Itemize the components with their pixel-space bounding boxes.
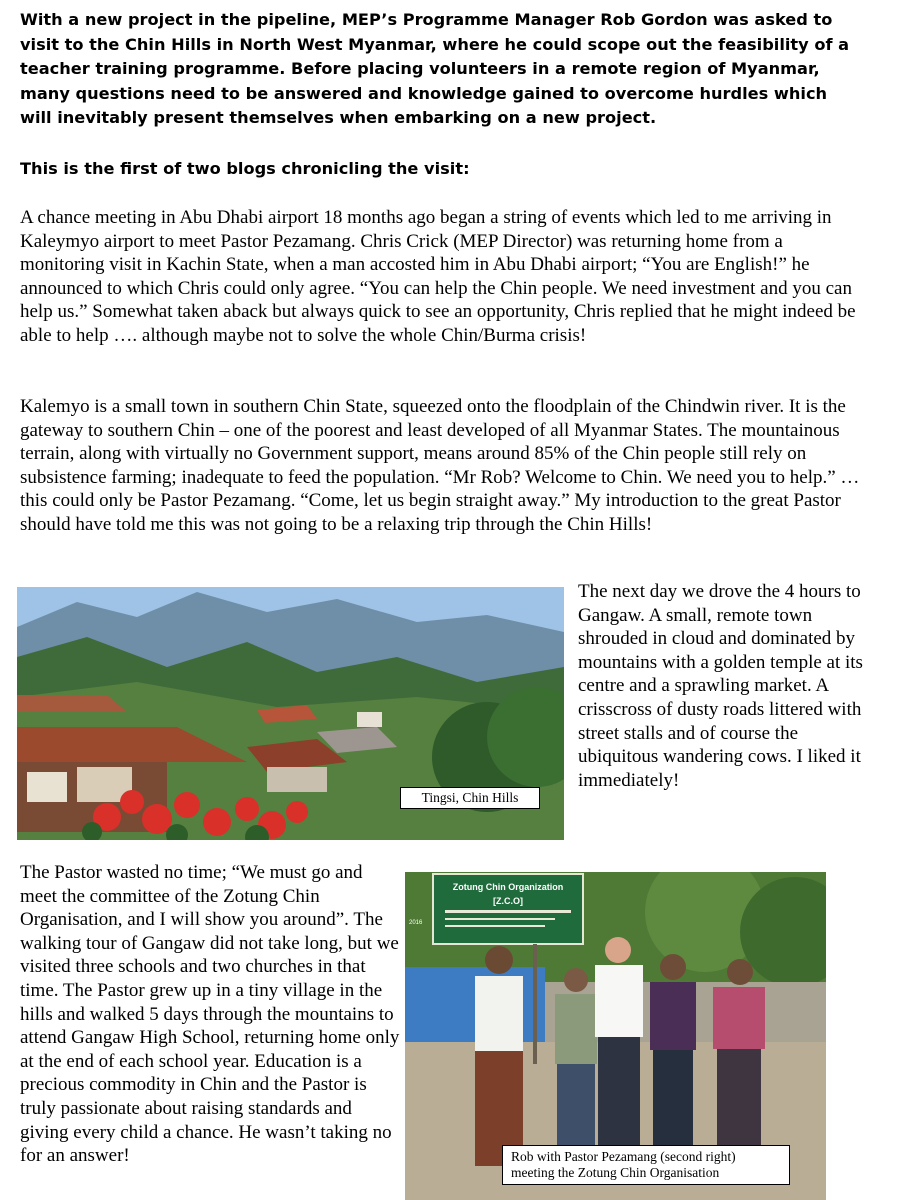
sign-title: Zotung Chin Organization xyxy=(452,882,564,892)
photo-committee-meeting xyxy=(405,872,826,1200)
paragraph-gangaw: The next day we drove the 4 hours to Gangaw. A small, remote town shrouded in cloud and dominated by mountains with a golden temple at its centre and a sprawling market. A crisscross of dusty roads littered with street stalls and of course the ubiquitous wandering cows. I liked it immediately! xyxy=(578,581,863,791)
photo-caption-committee: Rob with Pastor Pezamang (second right) meeting the Zotung Chin Organisation xyxy=(502,1145,790,1185)
intro-text: With a new project in the pipeline, MEP’s Programme Manager Rob Gordon was asked to visit to the Chin Hills in North West Myanmar, where he could scope out the feasibility of a teacher training programme. Before placing volunteers in a remote region of Myanmar, many questions need to be answered and knowledge gained to overcome hurdles which will inevitably present themselves when embarking on a new project. xyxy=(20,10,850,127)
paragraph-kalemyo: Kalemyo is a small town in southern Chin State, squeezed onto the floodplain of the Chindwin river. It is the gateway to southern Chin – one of the poorest and least developed of all Myanmar States. The mountainous terrain, along with virtually no Government support, means around 85% of the Chin people still rely on subsistence farming; inadequate to feed the population. “Mr Rob? Welcome to Chin. We need you to help.” … this could only be Pastor Pezamang. “Come, let us begin straight away.” My introduction to the great Pastor should have told me this was not going to be a relaxing trip through the Chin Hills! xyxy=(20,396,860,535)
blog-subheading: This is the first of two blogs chronicling the visit: xyxy=(20,159,470,178)
sign-year: 2016 xyxy=(409,920,423,926)
paragraph-airport: A chance meeting in Abu Dhabi airport 18 months ago began a string of events which led to me arriving in Kaleymyo airport to meet Pastor Pezamang. Chris Crick (MEP Director) was returning home from a monitoring visit in Kachin State, when a man accosted him in Abu Dhabi airport; “You are English!” he announced to which Chris could only agree. “You can help the Chin people. We need investment and you can help us.” Somewhat taken aback but always quick to see an opportunity, Chris replied that he might indeed be able to help …. although maybe not to solve the whole Chin/Burma crisis! xyxy=(20,207,856,346)
sign-abbreviation: [Z.C.O] xyxy=(493,896,523,906)
photo-tingsi-chin-hills xyxy=(17,587,564,840)
paragraph-pastor: The Pastor wasted no time; “We must go and meet the committee of the Zotung Chin Organisation, and I will show you around”. The walking tour of Gangaw did not take long, but we visited three schools and two churches in that time. The Pastor grew up in a tiny village in the hills and walked 5 days through the mountains to attend Gangaw High School, returning home only at the end of each school year. Education is a precious commodity in Chin and the Pastor is truly passionate about raising standards and giving every child a chance. He wasn’t taking no for an answer! xyxy=(20,862,400,1167)
photo-caption-tingsi: Tingsi, Chin Hills xyxy=(400,787,540,809)
